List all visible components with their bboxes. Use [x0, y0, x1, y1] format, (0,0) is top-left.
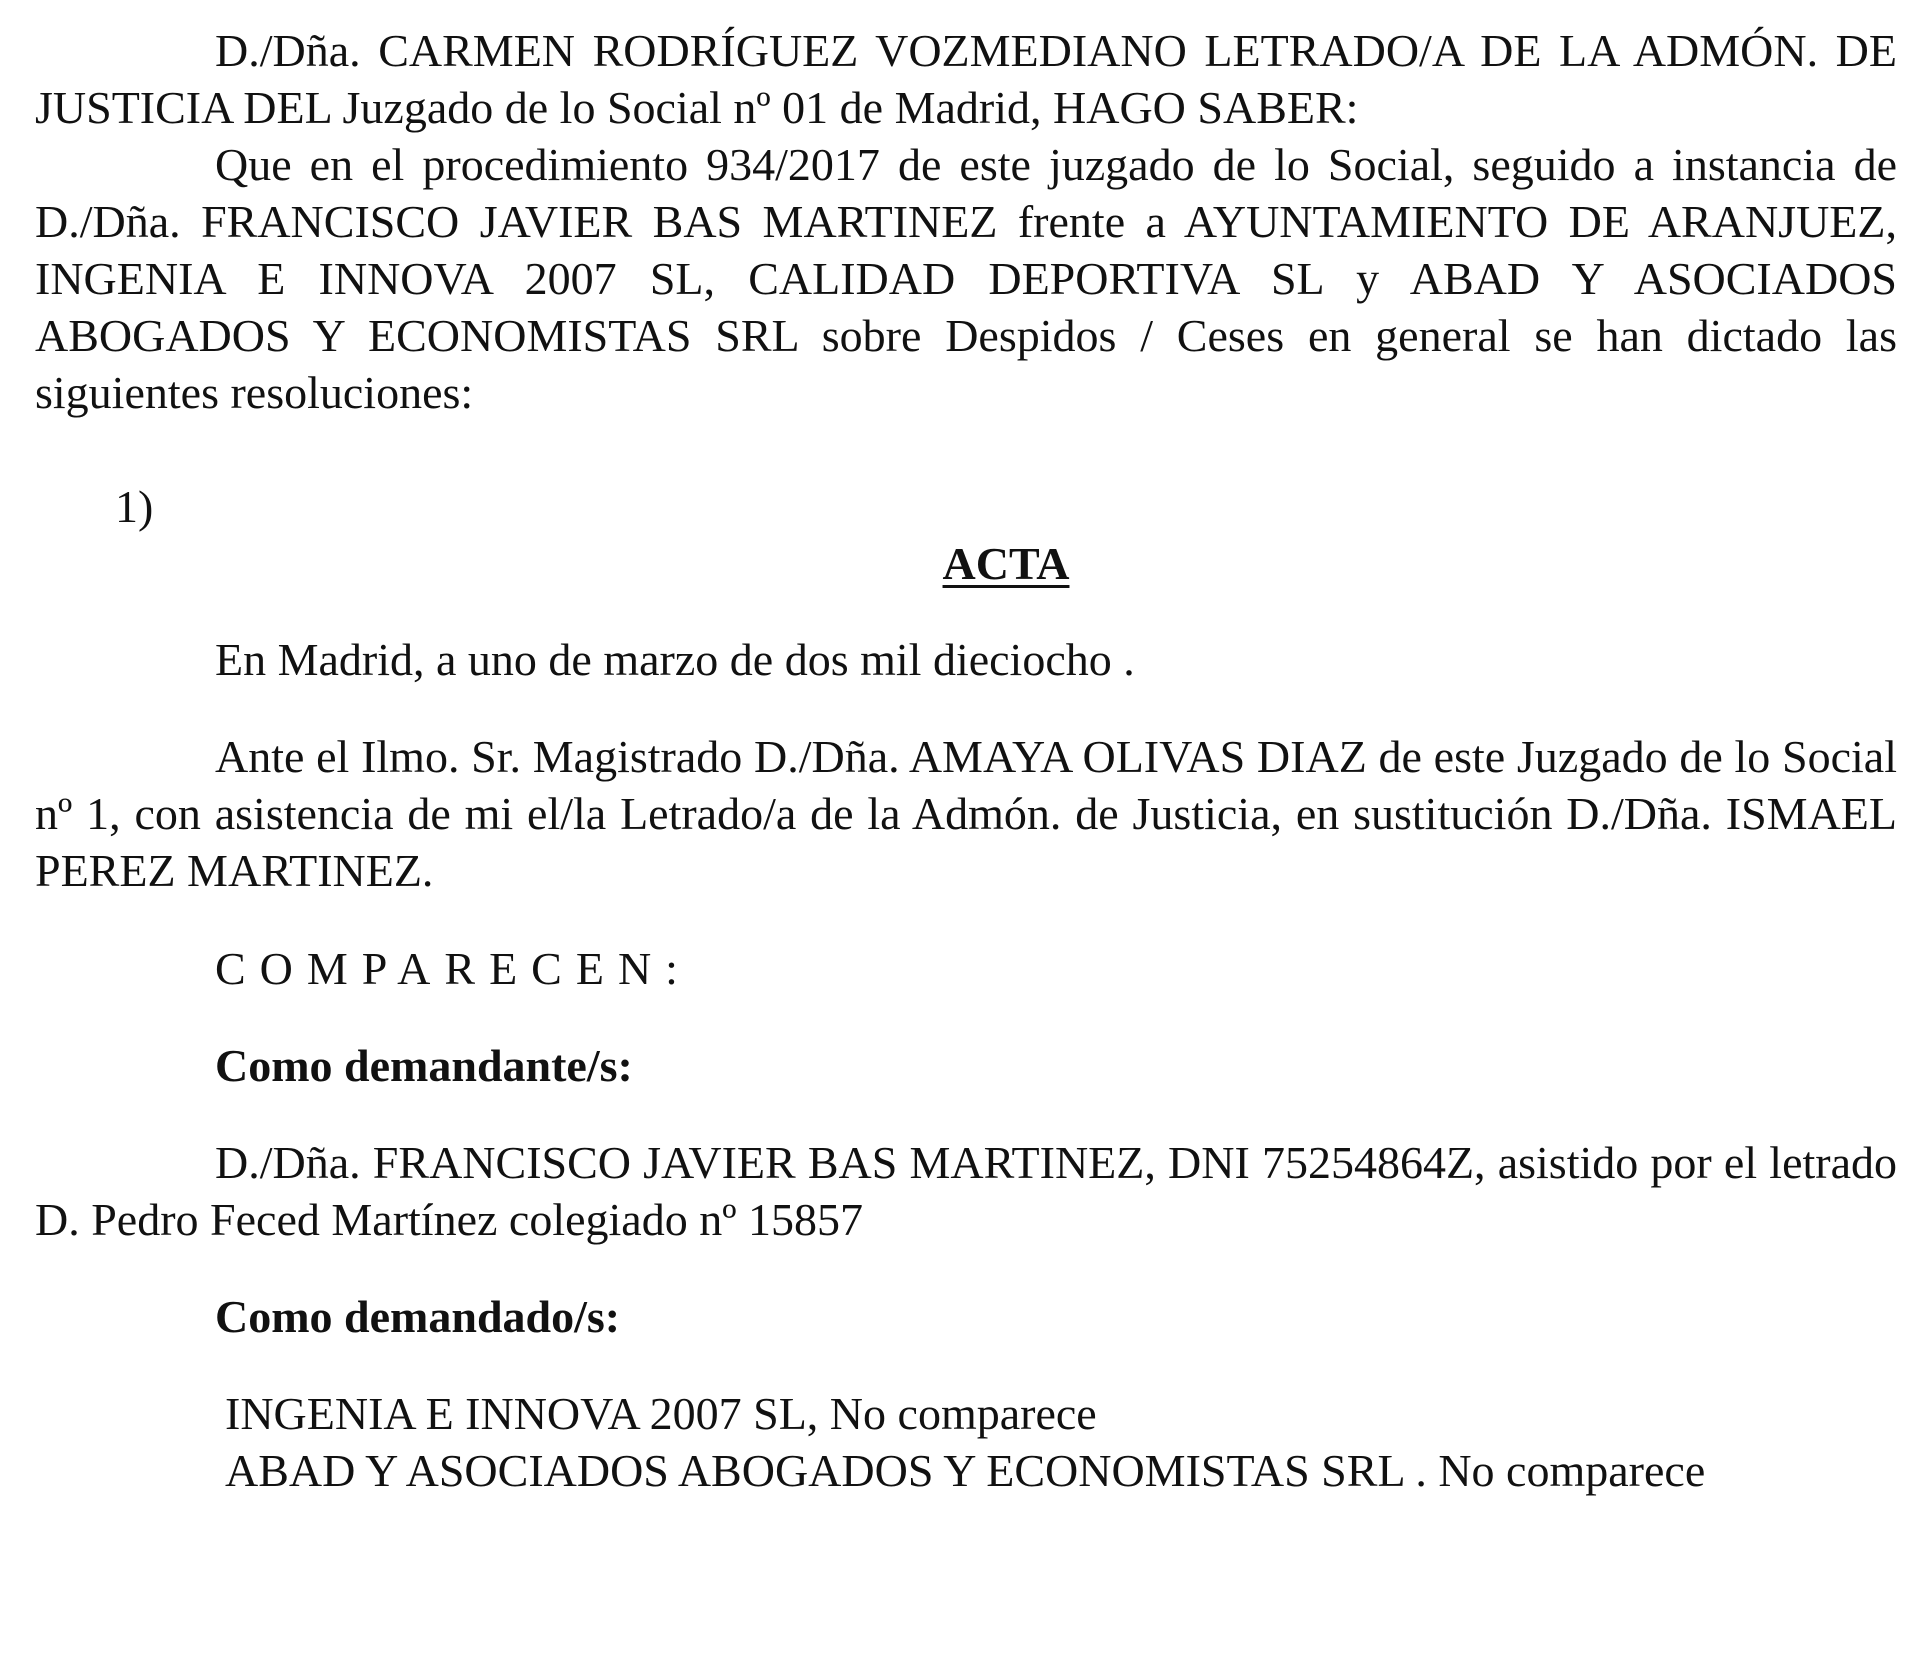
defendant-item: ABAD Y ASOCIADOS ABOGADOS Y ECONOMISTAS SRL . No comparece — [225, 1445, 1706, 1496]
spacer — [35, 1094, 1897, 1134]
spacer — [35, 421, 1897, 478]
spacer — [35, 899, 1897, 940]
spacer — [35, 1248, 1897, 1288]
spacer — [35, 688, 1897, 728]
document-page — [35, 22, 1897, 1499]
spacer — [35, 592, 1897, 631]
procedure-paragraph: Que en el procedimiento 934/2017 de este juzgado de lo Social, seguido a instancia de D./Dña. FRANCISCO JAVIER BAS MARTINEZ frente a AYUNTAMIENTO DE ARANJUEZ, INGENIA E INNOVA 2007 SL, CALIDAD DEPORTIVA SL y ABAD Y ASOCIADOS ABOGADOS Y ECONOMISTAS SRL sobre Despidos / Ceses en general se han dictado las siguientes resoluciones: — [35, 139, 1897, 418]
spacer — [35, 1345, 1897, 1385]
defendant-item: INGENIA E INNOVA 2007 SL, No comparece — [225, 1388, 1097, 1439]
spacer — [35, 997, 1897, 1037]
plaintiff-paragraph: D./Dña. FRANCISCO JAVIER BAS MARTINEZ, DNI 75254864Z, asistido por el letrado D. Pedro Feced Martínez colegiado nº 15857 — [35, 1137, 1897, 1245]
defendants-heading: Como demandado/s: — [215, 1291, 621, 1342]
intro-paragraph: D./Dña. CARMEN RODRÍGUEZ VOZMEDIANO LETRADO/A DE LA ADMÓN. DE JUSTICIA DEL Juzgado de lo Social nº 01 de Madrid, HAGO SABER: — [35, 25, 1897, 133]
item-number: 1) — [115, 481, 154, 532]
document-title: ACTA — [942, 538, 1070, 589]
date-line: En Madrid, a uno de marzo de dos mil dieciocho . — [215, 634, 1135, 685]
plaintiffs-heading: Como demandante/s: — [215, 1040, 633, 1091]
judge-paragraph: Ante el Ilmo. Sr. Magistrado D./Dña. AMAYA OLIVAS DIAZ de este Juzgado de lo Social nº 1, con asistencia de mi el/la Letrado/a de la Admón. de Justicia, en sustitución D./Dña. ISMAEL PEREZ MARTINEZ. — [35, 731, 1897, 896]
comparecen-heading: COMPARECEN: — [215, 943, 692, 994]
